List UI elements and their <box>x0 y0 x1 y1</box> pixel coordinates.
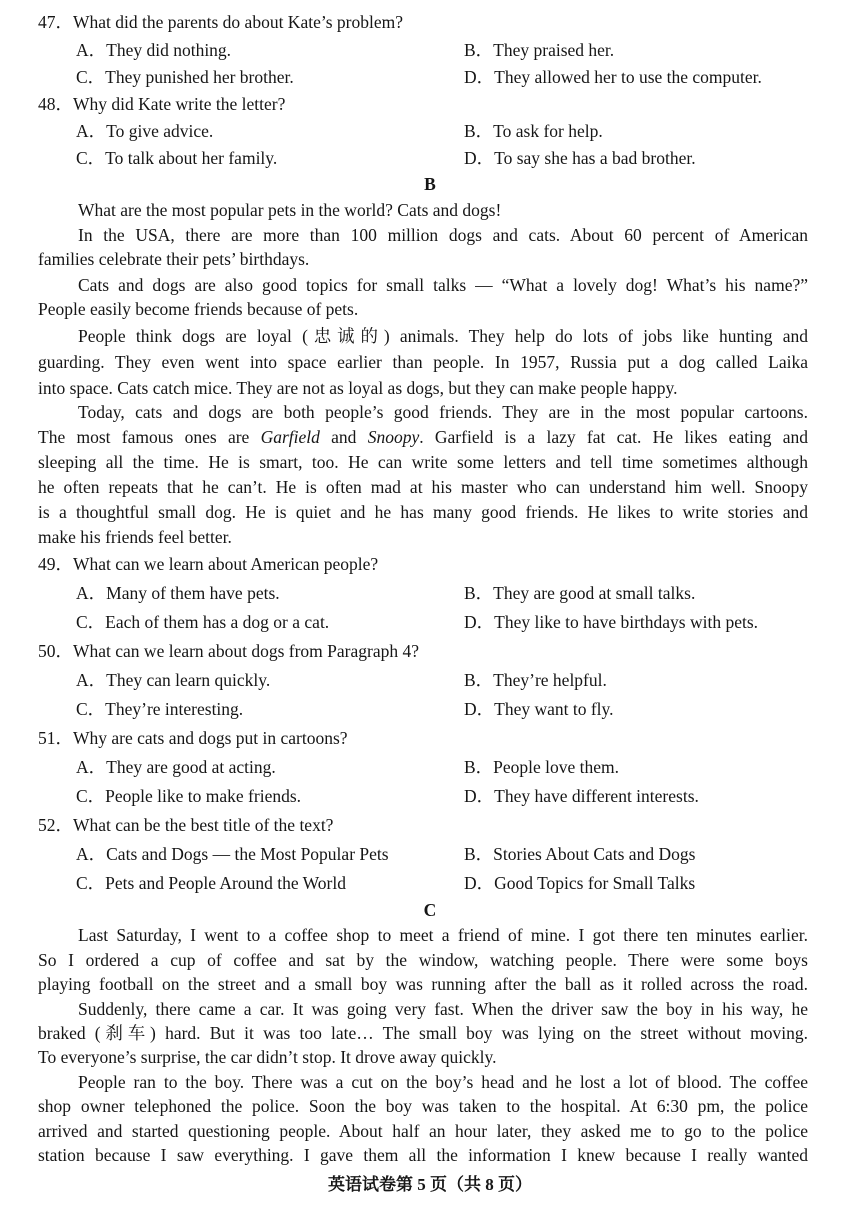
question-50: 50．What can we learn about dogs from Paragraph 4? <box>38 641 419 661</box>
q51-option-d: D．They have different interests. <box>464 786 699 806</box>
q50-option-d: D．They want to fly. <box>464 699 614 719</box>
passage-c-line: Suddenly, there came a car. It was going very fast. When the driver saw the boy in his way, he <box>78 999 808 1019</box>
passage-b-line: People think dogs are loyal (忠诚的) animals. They help do lots of jobs like hunting and <box>78 326 808 346</box>
question-48: 48．Why did Kate write the letter? <box>38 94 286 114</box>
page-footer: 英语试卷第 5 页（共 8 页） <box>328 1175 532 1194</box>
passage-c-line: Last Saturday, I went to a coffee shop to meet a friend of mine. I got there ten minutes earlier. <box>78 925 808 945</box>
q49-option-a: A．Many of them have pets. <box>76 583 280 603</box>
q47-option-d: D．They allowed her to use the computer. <box>464 67 762 87</box>
passage-c-line: station because I saw everything. I gave them all the information I knew because I really wanted <box>38 1145 808 1165</box>
section-b-heading: B <box>424 174 436 194</box>
cartoon-title-garfield: Garfield <box>260 427 320 447</box>
q50-option-b: B．They’re helpful. <box>464 670 607 690</box>
passage-c-line: To everyone’s surprise, the car didn’t stop. It drove away quickly. <box>38 1047 497 1067</box>
cartoon-title-snoopy: Snoopy <box>367 427 420 447</box>
q51-option-b: B．People love them. <box>464 757 620 777</box>
q52-option-b: B．Stories About Cats and Dogs <box>464 844 696 864</box>
q48-option-d: D．To say she has a bad brother. <box>464 148 696 168</box>
passage-c-line: arrived and started questioning people. About half an hour later, they asked me to go to the police <box>38 1121 808 1141</box>
q50-option-c: C．They’re interesting. <box>76 699 244 719</box>
passage-c-line: shop owner telephoned the police. Soon the boy was taken to the hospital. At 6:30 pm, the police <box>38 1096 808 1116</box>
question-49: 49．What can we learn about American people? <box>38 554 379 574</box>
q51-option-a: A．They are good at acting. <box>76 757 276 777</box>
passage-c-line: People ran to the boy. There was a cut on the boy’s head and he lost a lot of blood. The coffee <box>78 1072 808 1092</box>
passage-b-line: into space. Cats catch mice. They are not as loyal as dogs, but they can make people happy. <box>38 378 678 398</box>
question-51: 51．Why are cats and dogs put in cartoons? <box>38 728 348 748</box>
q52-option-d: D．Good Topics for Small Talks <box>464 873 696 893</box>
passage-b-line: Cats and dogs are also good topics for small talks — “What a lovely dog! What’s his name?” <box>78 275 808 295</box>
q49-option-d: D．They like to have birthdays with pets. <box>464 612 759 632</box>
passage-b-line: families celebrate their pets’ birthdays. <box>38 249 310 269</box>
q47-option-b: B．They praised her. <box>464 40 615 60</box>
q51-option-c: C．People like to make friends. <box>76 786 302 806</box>
passage-c-line: So I ordered a cup of coffee and sat by the window, watching people. There were some boys <box>38 950 808 970</box>
passage-b-line-cartoons <box>38 427 808 447</box>
q50-option-a: A．They can learn quickly. <box>76 670 271 690</box>
q49-option-b: B．They are good at small talks. <box>464 583 696 603</box>
passage-b-line: What are the most popular pets in the world? Cats and dogs! <box>78 200 502 220</box>
passage-b-line: Today, cats and dogs are both people’s good friends. They are in the most popular cartoons. <box>78 402 808 422</box>
q48-option-b: B．To ask for help. <box>464 121 603 141</box>
passage-b-line: sleeping all the time. He is smart, too. He can write some letters and tell time sometimes although <box>38 452 808 472</box>
question-52: 52．What can be the best title of the text? <box>38 815 334 835</box>
text-fragment: The most famous ones are <box>38 427 261 447</box>
passage-b-line: In the USA, there are more than 100 million dogs and cats. About 60 percent of American <box>78 225 808 245</box>
text-fragment: . Garfield is a lazy fat cat. He likes eating and <box>419 427 808 447</box>
section-c-heading: C <box>423 900 437 920</box>
q52-option-a: A．Cats and Dogs — the Most Popular Pets <box>76 844 389 864</box>
q52-option-c: C．Pets and People Around the World <box>76 873 346 893</box>
q47-option-a: A．They did nothing. <box>76 40 232 60</box>
passage-b-line: he often repeats that he can’t. He is often mad at his master who can understand him well. Snoopy <box>38 477 808 497</box>
passage-b-line: People easily become friends because of pets. <box>38 299 359 319</box>
q48-option-a: A．To give advice. <box>76 121 214 141</box>
passage-b-line: guarding. They even went into space earlier than people. In 1957, Russia put a dog called Laika <box>38 352 808 372</box>
passage-b-line: make his friends feel better. <box>38 527 232 547</box>
q49-option-c: C．Each of them has a dog or a cat. <box>76 612 330 632</box>
q48-option-c: C．To talk about her family. <box>76 148 278 168</box>
passage-b-line: is a thoughtful small dog. He is quiet and he has many good friends. He likes to write stories and <box>38 502 808 522</box>
passage-c-line: playing football on the street and a small boy was running after the ball as it rolled across the road. <box>38 974 808 994</box>
q47-option-c: C．They punished her brother. <box>76 67 294 87</box>
text-fragment: and <box>319 427 368 447</box>
passage-c-line: braked (刹车) hard. But it was too late… The small boy was lying on the street without moving. <box>38 1023 808 1043</box>
question-47: 47．What did the parents do about Kate’s problem? <box>38 12 403 32</box>
